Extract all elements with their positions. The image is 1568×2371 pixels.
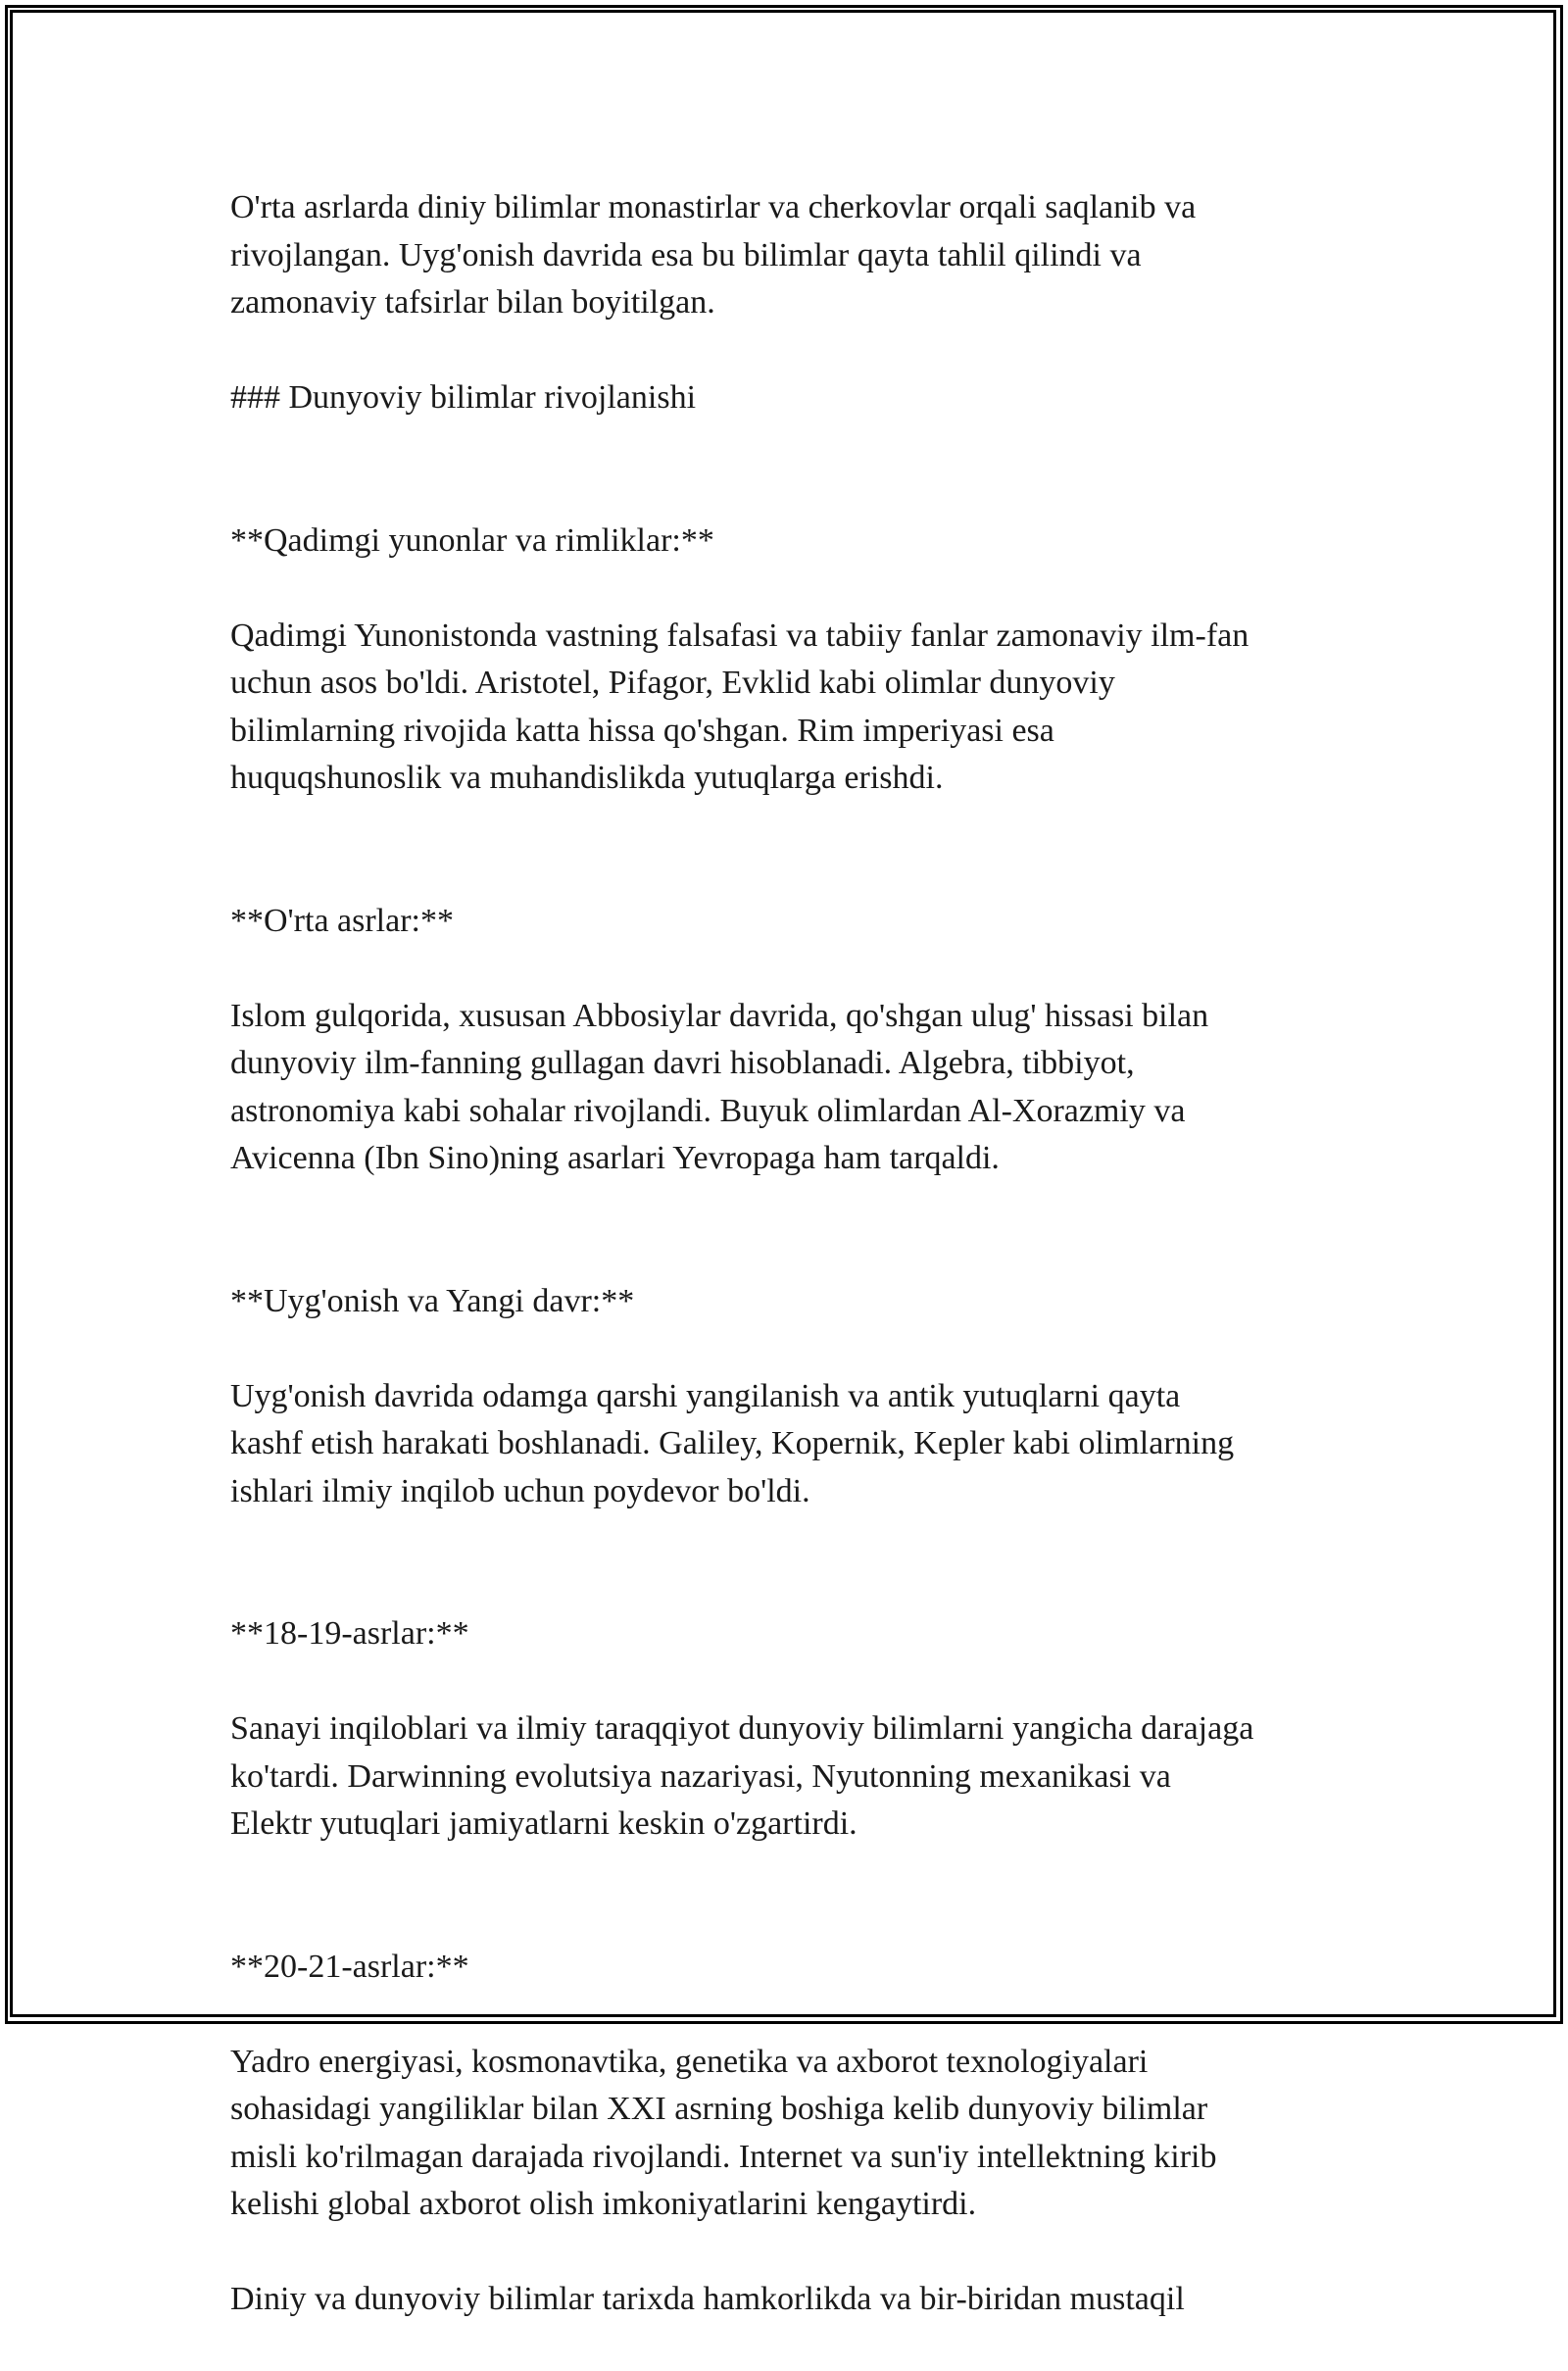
section-title-18-19-centuries: **18-19-asrlar:** xyxy=(230,1615,469,1652)
section-body-18-19-centuries: Sanayi inqiloblari va ilmiy taraqqiyot dunyoviy bilimlarni yangicha darajaga ko'tardi. Darwinning evolutsiya nazariyasi, Nyutonning mexanikasi va Elektr yutuqlari jamiyatlarni keskin o'zgartirdi. xyxy=(230,1710,1254,1842)
section-title-middle-ages: **O'rta asrlar:** xyxy=(230,902,454,939)
section-title-20-21-centuries: **20-21-asrlar:** xyxy=(230,1948,469,1985)
section-heading: ### Dunyoviy bilimlar rivojlanishi xyxy=(230,379,697,416)
section-title-renaissance: **Uyg'onish va Yangi davr:** xyxy=(230,1282,635,1319)
section-ancient xyxy=(230,469,1357,803)
intro-paragraph: O'rta asrlarda diniy bilimlar monastirlar va cherkovlar orqali saqlanib va rivojlangan. Uyg'onish davrida esa bu bilimlar qayta tahlil qilindi va zamonaviy tafsirlar bilan boyitilgan. xyxy=(230,189,1197,321)
section-body-20-21-centuries: Yadro energiyasi, kosmonavtika, genetika va axborot texnologiyalari sohasidagi yangiliklar bilan XXI asrning boshiga kelib dunyoviy bilimlar misli ko'rilmagan darajada rivojlandi. Internet va sun'iy intellektning kirib kelishi global axborot olish imkoniyatlarini kengaytirdi. xyxy=(230,2043,1217,2222)
section-title-ancient: **Qadimgi yunonlar va rimliklar:** xyxy=(230,521,714,559)
section-body-renaissance: Uyg'onish davrida odamga qarshi yangilanish va antik yutuqlarni qayta kashf etish harakati boshlanadi. Galiley, Kopernik, Kepler kabi olimlarning ishlari ilmiy inqilob uchun poydevor bo'ldi. xyxy=(230,1377,1235,1509)
section-body-middle-ages: Islom gulqorida, xususan Abbosiylar davrida, qo'shgan ulug' hissasi bilan dunyoviy ilm-fanning gullagan davri hisoblanadi. Algebra, tibbiyot, astronomiya kabi sohalar rivojlandi. Buyuk olimlardan Al-Xorazmiy va Avicenna (Ibn Sino)ning asarlari Yevropaga ham tarqaldi. xyxy=(230,997,1209,1176)
section-20-21-centuries xyxy=(230,1896,1357,2229)
closing-paragraph: Diniy va dunyoviy bilimlar tarixda hamkorlikda va bir-biridan mustaqil xyxy=(230,2281,1185,2317)
section-body-ancient: Qadimgi Yunonistonda vastning falsafasi va tabiiy fanlar zamonaviy ilm-fan uchun asos bo'ldi. Aristotel, Pifagor, Evklid kabi olimlar dunyoviy bilimlarning rivojida katta hissa qo'shgan. Rim imperiyasi esa huquqshunoslik va muhandislikda yutuqlarga erishdi. xyxy=(230,617,1250,796)
section-18-19-centuries xyxy=(230,1563,1357,1849)
section-middle-ages xyxy=(230,850,1357,1183)
document-body xyxy=(230,184,1357,2371)
section-renaissance xyxy=(230,1230,1357,1515)
